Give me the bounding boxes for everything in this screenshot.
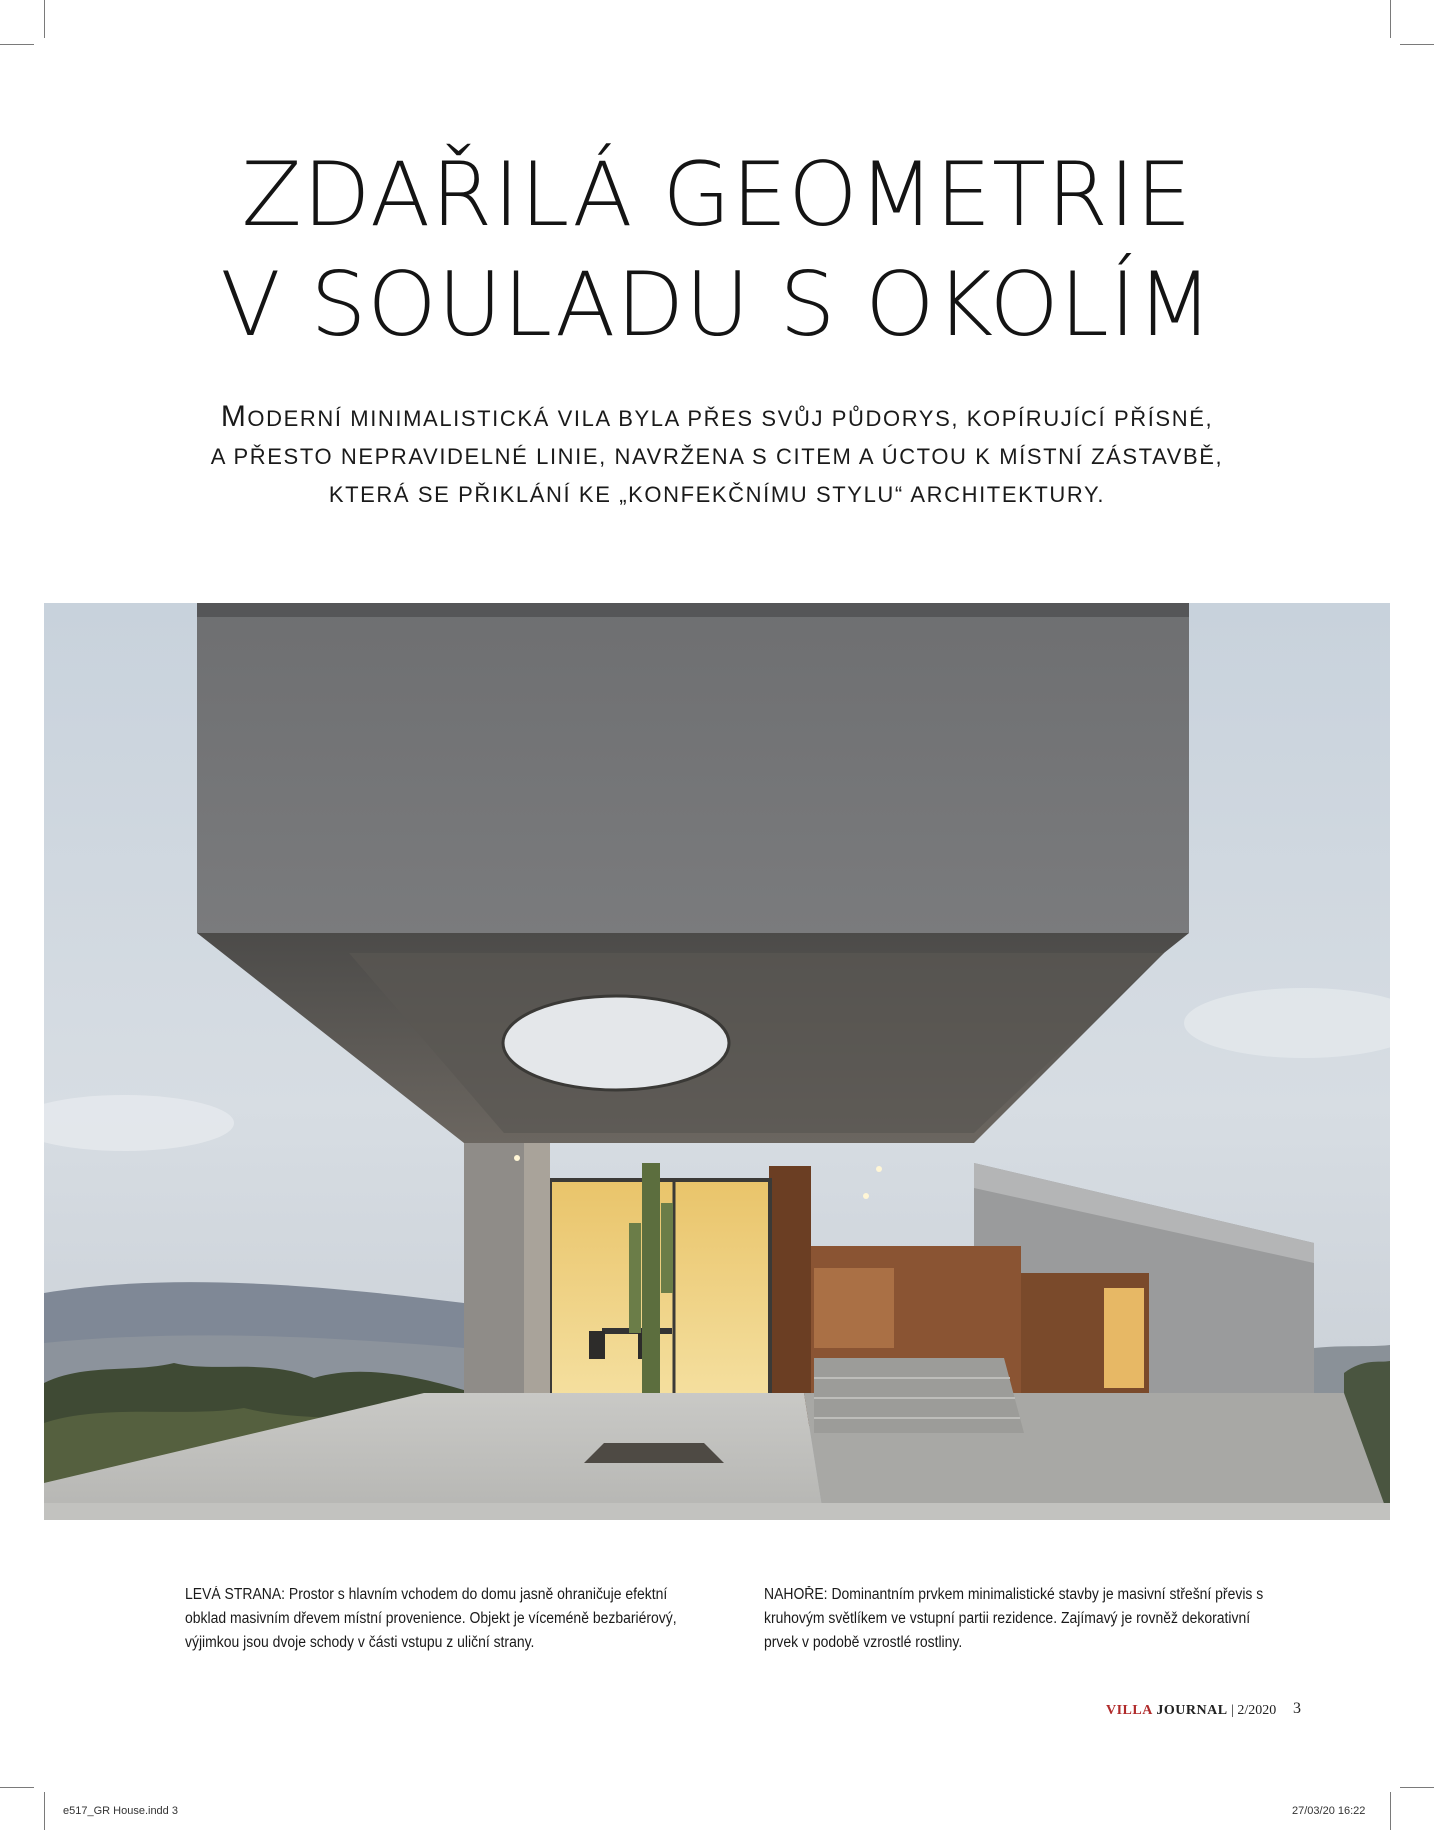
article-title: [0, 140, 1434, 360]
page-footer: [1106, 1703, 1276, 1719]
villa-photo: [44, 603, 1390, 1520]
title-line-2: V SOULADU S OKOLÍM: [220, 253, 1214, 356]
crop-mark: [1390, 1792, 1391, 1830]
caption-right-label: NAHOŘE:: [764, 1586, 828, 1603]
slug-date: 27/03/20 16:22: [1292, 1805, 1366, 1817]
footer-separator: |: [1231, 1703, 1234, 1718]
caption-right-text: Dominantním prvkem minimalistické stavby je masivní střešní převis s kruhovým světlíkem ve vstupní partii rezidence. Zajímavý je rovněž dekorativní prvek v podobě vzrostlé rostliny.: [764, 1586, 1264, 1651]
crop-mark: [0, 1787, 34, 1788]
lead-line-1-text: ODERNÍ MINIMALISTICKÁ VILA BYLA PŘES SVŮJ PŮDORYS, KOPÍRUJÍCÍ PŘÍSNÉ,: [247, 406, 1214, 431]
footer-issue: 2/2020: [1237, 1703, 1277, 1718]
crop-mark: [1400, 44, 1434, 45]
footer-brand: VILLA: [1106, 1703, 1153, 1718]
caption-left-label: LEVÁ STRANA:: [185, 1586, 286, 1603]
slug-file: e517_GR House.indd 3: [63, 1805, 178, 1817]
lead-line-3: KTERÁ SE PŘIKLÁNÍ KE „KONFEKČNÍMU STYLU“ ARCHITEKTURY.: [328, 482, 1106, 507]
lead-line-2: A PŘESTO NEPRAVIDELNÉ LINIE, NAVRŽENA S CITEM A ÚCTOU K MÍSTNÍ ZÁSTAVBĚ,: [210, 444, 1224, 469]
caption-left-text: Prostor s hlavním vchodem do domu jasně ohraničuje efektní obklad masivním dřevem místní provenience. Objekt je víceméně bezbariérový, výjimkou jsou dvoje schody v části vstupu z uliční strany.: [185, 1586, 677, 1651]
crop-mark: [0, 44, 34, 45]
footer-journal: JOURNAL: [1156, 1703, 1228, 1718]
lead-paragraph: [200, 398, 1234, 514]
crop-mark: [44, 1792, 45, 1830]
caption-right: [764, 1583, 1284, 1655]
title-line-1: ZDAŘILÁ GEOMETRIE: [241, 143, 1193, 246]
lead-line-1: [200, 398, 1234, 438]
crop-mark: [44, 0, 45, 38]
crop-mark: [1390, 0, 1391, 38]
caption-left: [185, 1583, 705, 1655]
page-number: 3: [1293, 1700, 1301, 1717]
lead-initial: M: [220, 400, 248, 433]
crop-mark: [1400, 1787, 1434, 1788]
